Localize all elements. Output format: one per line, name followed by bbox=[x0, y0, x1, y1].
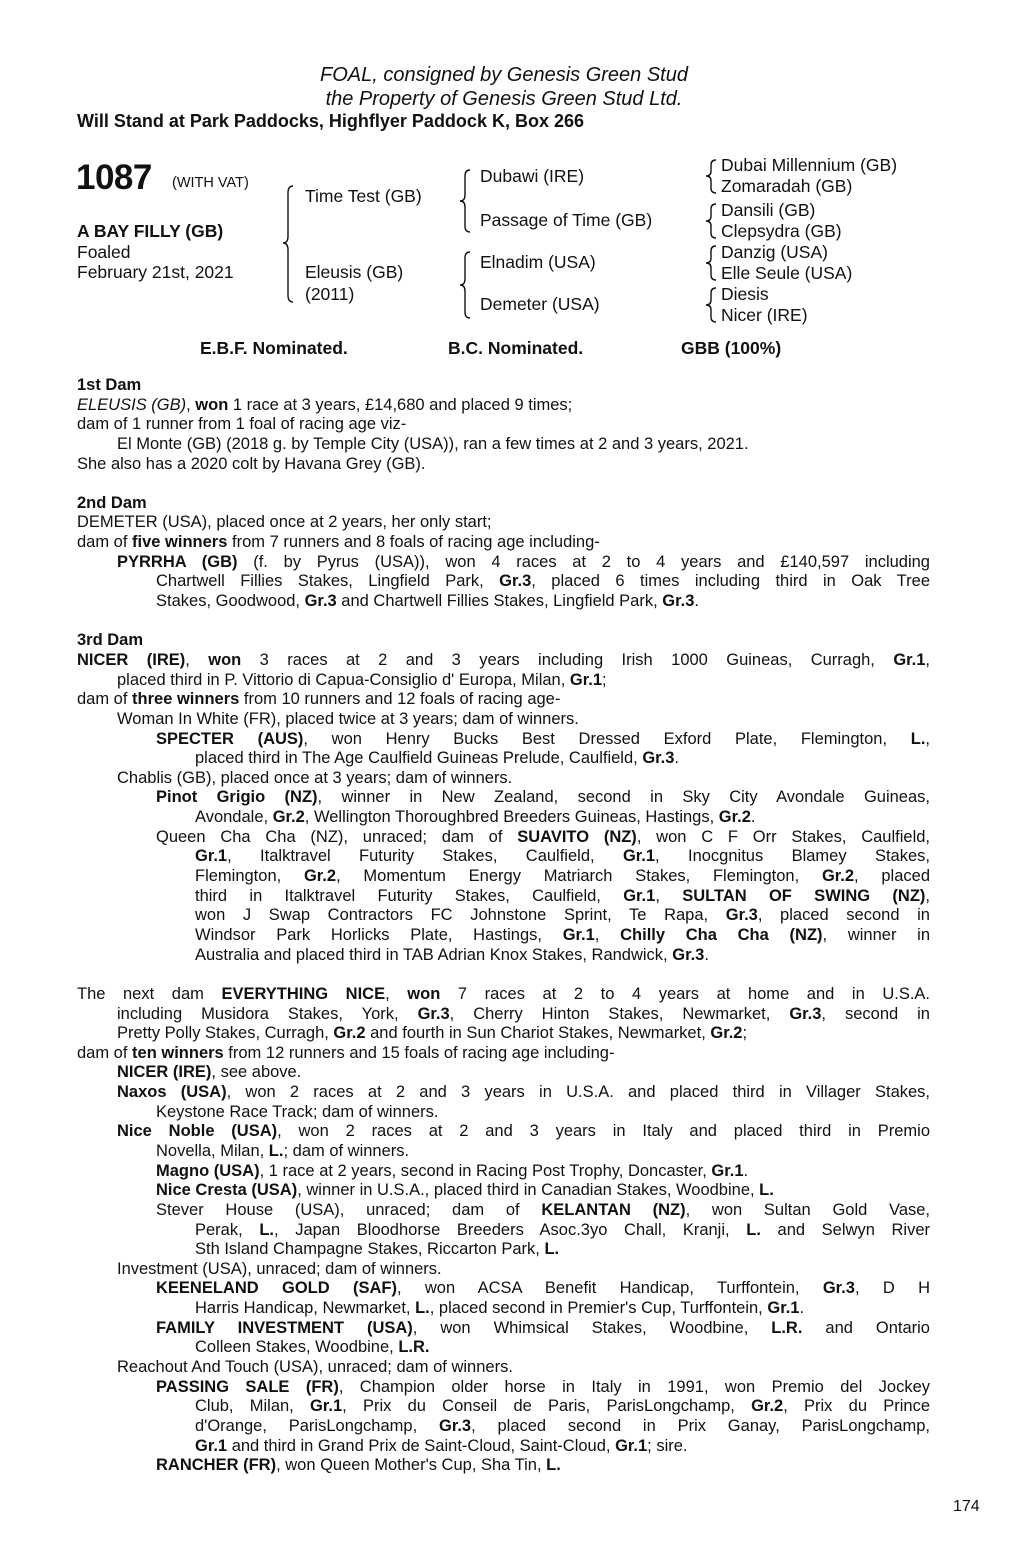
bold-text: Gr.3 bbox=[662, 592, 695, 611]
bold-text: L. bbox=[759, 1181, 774, 1200]
text-line bbox=[117, 553, 930, 573]
text: Investment (USA), unraced; dam of winners. bbox=[117, 1259, 442, 1278]
text-line bbox=[156, 1279, 930, 1299]
text: including Musidora Stakes, York, bbox=[117, 1004, 418, 1023]
bold-text: KELANTAN (NZ) bbox=[541, 1200, 686, 1219]
pedigree-gen3: Dansili (GB) bbox=[721, 200, 816, 220]
bold-text: Gr.1 bbox=[622, 847, 656, 866]
text: , see above. bbox=[211, 1063, 302, 1082]
text: Keystone Race Track; dam of winners. bbox=[156, 1102, 439, 1121]
pedigree-gen3: Danzig (USA) bbox=[721, 242, 828, 262]
bold-text: L.R. bbox=[771, 1318, 803, 1337]
text: ; bbox=[602, 670, 607, 689]
bold-text: SULTAN OF SWING (NZ) bbox=[682, 886, 926, 905]
text-line bbox=[195, 1397, 930, 1417]
bold-text: Gr.3 bbox=[672, 945, 705, 964]
brace-gen3-1 bbox=[706, 160, 716, 193]
text: , won C F Orr Stakes, Caulfield, bbox=[636, 827, 931, 846]
text-line bbox=[77, 533, 930, 553]
text-line bbox=[195, 847, 930, 867]
bold-text: Naxos (USA) bbox=[117, 1083, 227, 1102]
brace-gen1 bbox=[283, 186, 293, 302]
text: , placed bbox=[854, 867, 930, 886]
text: . bbox=[750, 808, 756, 827]
bold-text: Gr.1 bbox=[711, 1161, 744, 1180]
bold-text: L. bbox=[259, 1220, 274, 1239]
text-line bbox=[77, 513, 930, 533]
bold-text: Gr.3 bbox=[725, 906, 758, 925]
text: , Champion older horse in Italy in 1991, won Premio del Jockey bbox=[338, 1377, 930, 1396]
text: , Japan Bloodhorse Breeders Asoc.3yo Chall, Kranji, bbox=[273, 1220, 747, 1239]
bold-text: Gr.1 bbox=[893, 650, 926, 669]
text: third in Italktravel Futurity Stakes, Caulfield, bbox=[195, 886, 624, 905]
text: Stakes, Goodwood, bbox=[156, 592, 305, 611]
text-line bbox=[195, 1240, 930, 1260]
text: Chablis (GB), placed once at 3 years; dam of winners. bbox=[117, 768, 513, 787]
text-line bbox=[77, 396, 930, 416]
text: Queen Cha Cha (NZ), unraced; dam of bbox=[156, 827, 518, 846]
text: 3 races at 2 and 3 years including Irish 1000 Guineas, Curragh, bbox=[241, 650, 894, 669]
text: Woman In White (FR), placed twice at 3 years; dam of winners. bbox=[117, 709, 579, 728]
text-line bbox=[77, 631, 930, 651]
blank-line bbox=[77, 965, 930, 985]
bold-text: Nice Noble (USA) bbox=[117, 1122, 278, 1141]
text-line bbox=[117, 769, 930, 789]
blank-line bbox=[77, 612, 930, 632]
bold-text: Gr.1 bbox=[310, 1397, 343, 1416]
text-line bbox=[195, 867, 930, 887]
text: placed third in The Age Caulfield Guineas Prelude, Caulfield, bbox=[195, 749, 643, 768]
text: , winner in New Zealand, second in Sky City Avondale Guineas, bbox=[317, 788, 930, 807]
text: , Wellington Thoroughbred Breeders Guineas, Hastings, bbox=[304, 808, 719, 827]
bold-text: Chilly Cha Cha (NZ) bbox=[620, 925, 823, 944]
lot-number: 1087 bbox=[76, 158, 152, 197]
bold-text: Gr.2 bbox=[710, 1024, 743, 1043]
text-line bbox=[77, 651, 930, 671]
text: , winner in bbox=[822, 925, 931, 944]
text: ; dam of winners. bbox=[283, 1141, 410, 1160]
text-line bbox=[117, 1063, 930, 1083]
bold-text: 1st Dam bbox=[77, 376, 142, 394]
bold-text: KEENELAND GOLD (SAF) bbox=[156, 1279, 397, 1298]
bold-text: Gr.2 bbox=[333, 1024, 366, 1043]
property-line: the Property of Genesis Green Stud Ltd. bbox=[325, 88, 683, 110]
bold-text: Gr.1 bbox=[623, 886, 656, 905]
text: . bbox=[743, 1161, 749, 1180]
bold-text: PASSING SALE (FR) bbox=[156, 1377, 339, 1396]
bold-text: ten winners bbox=[132, 1043, 224, 1062]
text: dam of bbox=[77, 1043, 133, 1062]
text: from 12 runners and 15 foals of racing age including- bbox=[223, 1043, 615, 1062]
text-line bbox=[195, 1437, 930, 1457]
text-line bbox=[195, 1338, 930, 1358]
bold-text: 2nd Dam bbox=[77, 493, 147, 512]
text-line bbox=[195, 808, 930, 828]
text: , winner in U.S.A., placed third in Canadian Stakes, Woodbine, bbox=[297, 1181, 760, 1200]
pedigree-dam-year: (2011) bbox=[305, 284, 355, 304]
text: , Inocgnitus Blamey Stakes, bbox=[655, 847, 930, 866]
page-number: 174 bbox=[953, 1498, 980, 1515]
bold-text: Gr.3 bbox=[822, 1279, 855, 1298]
text: Novella, Milan, bbox=[156, 1141, 269, 1160]
text: . bbox=[674, 749, 680, 768]
bold-text: Gr.2 bbox=[272, 808, 305, 827]
text: Stever House (USA), unraced; dam of bbox=[156, 1200, 542, 1219]
pedigree-dam-dam: Demeter (USA) bbox=[480, 294, 600, 314]
lot-description: A BAY FILLY (GB) bbox=[77, 221, 224, 241]
bold-text: Gr.1 bbox=[195, 1436, 228, 1455]
text: , bbox=[925, 650, 931, 669]
text: , D H bbox=[854, 1279, 931, 1298]
text-line bbox=[117, 1005, 930, 1025]
text-line bbox=[77, 455, 930, 475]
pedigree-gen3: Clepsydra (GB) bbox=[721, 221, 842, 241]
text: 1 race at 3 years, £14,680 and placed 9 times; bbox=[228, 395, 573, 414]
produce-record bbox=[77, 376, 930, 1476]
ebf-nomination: E.B.F. Nominated. bbox=[200, 338, 348, 358]
bold-text: Gr.3 bbox=[499, 572, 532, 591]
text: Sth Island Champagne Stakes, Riccarton Park, bbox=[195, 1240, 545, 1259]
text: DEMETER (USA), placed once at 2 years, her only start; bbox=[77, 513, 492, 532]
text: , placed second in Premier's Cup, Turffontein, bbox=[429, 1299, 768, 1318]
text: won J Swap Contractors FC Johnstone Sprint, Te Rapa, bbox=[195, 906, 726, 925]
foaled-date: February 21st, 2021 bbox=[77, 262, 234, 282]
text: , won 2 races at 2 and 3 years in Italy and placed third in Premio bbox=[277, 1122, 930, 1141]
text: Windsor Park Horlicks Plate, Hastings, bbox=[195, 925, 563, 944]
text: . bbox=[694, 592, 699, 611]
bold-text: RANCHER (FR) bbox=[156, 1456, 277, 1475]
text: , Italktravel Futurity Stakes, Caulfield, bbox=[227, 847, 623, 866]
consignor-line: FOAL, consigned by Genesis Green Stud bbox=[320, 64, 688, 86]
text-line bbox=[117, 1083, 930, 1103]
text-line bbox=[195, 926, 930, 946]
text-line bbox=[77, 985, 930, 1005]
pedigree-gen3: Zomaradah (GB) bbox=[721, 176, 853, 196]
text-line bbox=[195, 946, 930, 966]
pedigree-gen3: Diesis bbox=[721, 284, 769, 304]
bold-text: L. bbox=[546, 1456, 561, 1475]
text-line bbox=[77, 376, 930, 396]
bold-text: Gr.1 bbox=[195, 847, 228, 866]
text-line bbox=[156, 1319, 930, 1339]
text: The next dam bbox=[77, 984, 222, 1003]
bold-text: Magno (USA) bbox=[156, 1161, 260, 1180]
italic-text: ELEUSIS (GB) bbox=[77, 395, 187, 414]
text: , won Queen Mother's Cup, Sha Tin, bbox=[276, 1456, 547, 1475]
text-line bbox=[195, 749, 930, 769]
bold-text: SPECTER (AUS) bbox=[156, 729, 304, 748]
bold-text: Nice Cresta (USA) bbox=[156, 1181, 298, 1200]
bold-text: L. bbox=[268, 1141, 284, 1160]
text: , bbox=[594, 925, 621, 944]
pedigree-dam: Eleusis (GB) bbox=[305, 262, 404, 282]
text: and Ontario bbox=[802, 1318, 930, 1337]
pedigree-gen3: Elle Seule (USA) bbox=[721, 263, 853, 283]
text: dam of bbox=[77, 690, 133, 709]
text: , bbox=[185, 650, 209, 669]
bold-text: Gr.3 bbox=[417, 1004, 450, 1023]
bold-text: three winners bbox=[132, 690, 240, 709]
text: Club, Milan, bbox=[195, 1397, 311, 1416]
text: and Chartwell Fillies Stakes, Lingfield Park, bbox=[336, 592, 663, 611]
text-line bbox=[156, 1201, 930, 1221]
gbb-rating: GBB (100%) bbox=[681, 338, 782, 358]
bold-text: five winners bbox=[132, 533, 228, 552]
bold-text: L. bbox=[910, 729, 926, 748]
text-line bbox=[117, 671, 930, 691]
text: from 10 runners and 12 foals of racing age- bbox=[239, 690, 561, 709]
bold-text: Gr.2 bbox=[751, 1397, 784, 1416]
brace-gen3-2 bbox=[706, 204, 716, 238]
text: ; bbox=[742, 1024, 748, 1043]
text: , Momentum Energy Matriarch Stakes, Flemington, bbox=[336, 867, 822, 886]
text: , Prix du Prince bbox=[783, 1397, 931, 1416]
bold-text: Gr.1 bbox=[569, 670, 602, 689]
text-line bbox=[195, 906, 930, 926]
text: , won Henry Bucks Best Dressed Exford Plate, Flemington, bbox=[303, 729, 911, 748]
bold-text: Gr.1 bbox=[767, 1299, 800, 1318]
text-line bbox=[77, 415, 930, 435]
text: , Prix du Conseil de Paris, ParisLongchamp, bbox=[342, 1397, 752, 1416]
blank-line bbox=[77, 474, 930, 494]
bold-text: PYRRHA (GB) bbox=[117, 552, 238, 571]
bold-text: Gr.1 bbox=[615, 1436, 648, 1455]
text: , Cherry Hinton Stakes, Newmarket, bbox=[449, 1004, 790, 1023]
bold-text: won bbox=[195, 395, 229, 414]
text-line bbox=[117, 1260, 930, 1280]
brace-gen2-dam bbox=[460, 252, 470, 318]
text: 7 races at 2 to 4 years at home and in U.S.A. bbox=[440, 984, 931, 1003]
foaled-label: Foaled bbox=[77, 242, 131, 262]
bold-text: L. bbox=[746, 1220, 761, 1239]
text: placed third in P. Vittorio di Capua-Consiglio d' Europa, Milan, bbox=[117, 670, 570, 689]
bold-text: Gr.1 bbox=[562, 925, 595, 944]
bold-text: Gr.2 bbox=[303, 867, 337, 886]
text: She also has a 2020 colt by Havana Grey (GB). bbox=[77, 454, 426, 473]
text: and third in Grand Prix de Saint-Cloud, Saint-Cloud, bbox=[227, 1436, 616, 1455]
text: dam of 1 runner from 1 foal of racing age viz- bbox=[77, 415, 407, 434]
text: , second in bbox=[821, 1004, 930, 1023]
vat-label: (WITH VAT) bbox=[172, 175, 249, 191]
text-line bbox=[195, 1221, 930, 1241]
text-line bbox=[117, 1024, 930, 1044]
bold-text: Gr.2 bbox=[821, 867, 855, 886]
pedigree-sire-dam: Passage of Time (GB) bbox=[480, 210, 653, 230]
text-line bbox=[117, 1122, 930, 1142]
text-line bbox=[156, 1162, 930, 1182]
text: , won ACSA Benefit Handicap, Turffontein, bbox=[396, 1279, 823, 1298]
text: Chartwell Fillies Stakes, Lingfield Park, bbox=[156, 572, 500, 591]
bold-text: L.R. bbox=[398, 1338, 430, 1357]
text: and Selwyn River bbox=[760, 1220, 930, 1239]
bc-nomination: B.C. Nominated. bbox=[448, 338, 584, 358]
brace-gen2-sire bbox=[460, 170, 470, 232]
text: (f. by Pyrus (USA)), won 4 races at 2 to 4 years and £140,597 including bbox=[237, 552, 930, 571]
bold-text: EVERYTHING NICE bbox=[221, 984, 386, 1003]
text-line bbox=[117, 1358, 930, 1378]
text: d'Orange, ParisLongchamp, bbox=[195, 1416, 439, 1435]
bold-text: Gr.3 bbox=[642, 749, 675, 768]
text-line bbox=[156, 572, 930, 592]
text: Reachout And Touch (USA), unraced; dam of winners. bbox=[117, 1358, 513, 1377]
bold-text: SUAVITO (NZ) bbox=[517, 827, 637, 846]
bold-text: won bbox=[407, 984, 441, 1003]
text: from 7 runners and 8 foals of racing age including- bbox=[227, 533, 600, 552]
bold-text: won bbox=[208, 650, 242, 669]
text: ; sire. bbox=[647, 1436, 688, 1455]
text: Colleen Stakes, Woodbine, bbox=[195, 1338, 399, 1357]
text: , placed second in bbox=[757, 906, 930, 925]
text: , placed second in Prix Ganay, ParisLongchamp, bbox=[471, 1416, 930, 1435]
text: dam of bbox=[77, 533, 133, 552]
text: . bbox=[799, 1299, 805, 1318]
pedigree-dam-sire: Elnadim (USA) bbox=[480, 252, 596, 272]
text-line bbox=[156, 592, 930, 612]
brace-gen3-3 bbox=[706, 246, 716, 280]
text: , bbox=[385, 984, 408, 1003]
bold-text: Gr.3 bbox=[789, 1004, 822, 1023]
brace-gen3-4 bbox=[706, 288, 716, 322]
text: , bbox=[186, 395, 196, 414]
text-line bbox=[195, 887, 930, 907]
bold-text: FAMILY INVESTMENT (USA) bbox=[156, 1318, 413, 1337]
text-line bbox=[77, 494, 930, 514]
bold-text: Gr.3 bbox=[304, 592, 337, 611]
text-line bbox=[77, 690, 930, 710]
text-line bbox=[156, 1378, 930, 1398]
bold-text: Gr.2 bbox=[718, 808, 751, 827]
text-line bbox=[156, 1142, 930, 1162]
text: El Monte (GB) (2018 g. by Temple City (USA)), ran a few times at 2 and 3 years, 2021. bbox=[117, 434, 749, 453]
text: . bbox=[704, 945, 709, 964]
bold-text: NICER (IRE) bbox=[77, 650, 186, 669]
text: , bbox=[925, 729, 930, 748]
text-line bbox=[117, 710, 930, 730]
text: Australia and placed third in TAB Adrian Knox Stakes, Randwick, bbox=[195, 945, 673, 964]
text-line bbox=[156, 1181, 930, 1201]
text: Avondale, bbox=[195, 808, 273, 827]
pedigree-sire: Time Test (GB) bbox=[305, 186, 422, 206]
text-line bbox=[156, 730, 930, 750]
bold-text: 3rd Dam bbox=[77, 631, 144, 650]
text: , bbox=[925, 886, 930, 905]
text: , won Sultan Gold Vase, bbox=[685, 1200, 931, 1219]
bold-text: L. bbox=[544, 1240, 560, 1259]
text-line bbox=[156, 1456, 930, 1476]
pedigree-gen3: Dubai Millennium (GB) bbox=[721, 155, 898, 175]
text: Flemington, bbox=[195, 867, 304, 886]
stabling-line: Will Stand at Park Paddocks, Highflyer Paddock K, Box 266 bbox=[77, 111, 584, 131]
text-line bbox=[156, 1103, 930, 1123]
text-line bbox=[77, 1044, 930, 1064]
text: Perak, bbox=[195, 1220, 260, 1239]
pedigree-sire-sire: Dubawi (IRE) bbox=[480, 166, 585, 186]
text: and fourth in Sun Chariot Stakes, Newmarket, bbox=[365, 1024, 711, 1043]
text-line bbox=[195, 1417, 930, 1437]
bold-text: NICER (IRE) bbox=[117, 1063, 212, 1082]
bold-text: Gr.3 bbox=[438, 1416, 472, 1435]
text: Pretty Polly Stakes, Curragh, bbox=[117, 1024, 334, 1043]
text-line bbox=[156, 788, 930, 808]
text: , won Whimsical Stakes, Woodbine, bbox=[412, 1318, 772, 1337]
text: , bbox=[655, 886, 683, 905]
text-line bbox=[195, 1299, 930, 1319]
pedigree-gen3: Nicer (IRE) bbox=[721, 305, 808, 325]
text: , 1 race at 2 years, second in Racing Post Trophy, Doncaster, bbox=[259, 1161, 712, 1180]
bold-text: L. bbox=[415, 1299, 430, 1318]
text-line bbox=[156, 828, 930, 848]
bold-text: Pinot Grigio (NZ) bbox=[156, 788, 318, 807]
text: Harris Handicap, Newmarket, bbox=[195, 1299, 416, 1318]
text: , placed 6 times including third in Oak Tree bbox=[531, 572, 930, 591]
text: , won 2 races at 2 and 3 years in U.S.A. and placed third in Villager Stakes, bbox=[226, 1083, 931, 1102]
text-line bbox=[117, 435, 930, 455]
